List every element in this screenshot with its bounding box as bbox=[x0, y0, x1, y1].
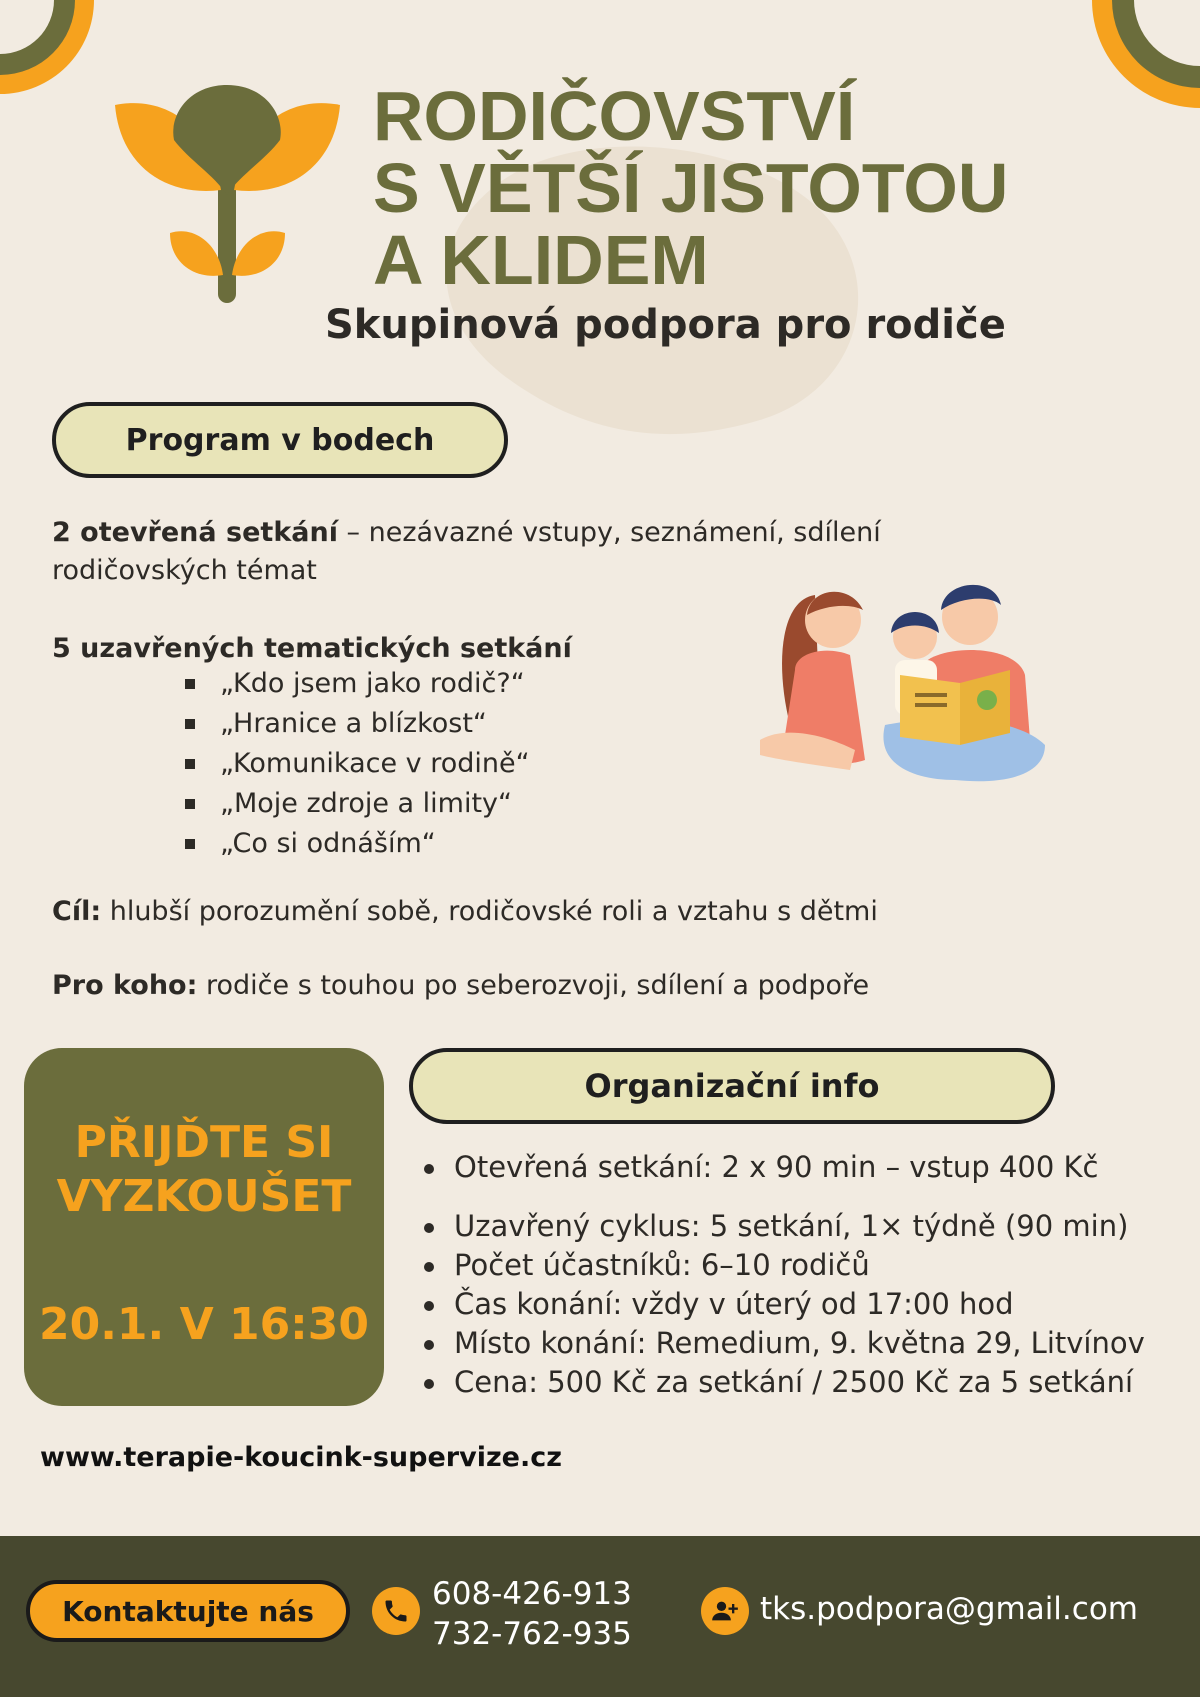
title-line-2: S VĚTŠÍ JISTOTOU bbox=[373, 149, 1009, 227]
cta-text bbox=[24, 1116, 384, 1224]
cta-line-1: PŘIJĎTE SI bbox=[74, 1117, 334, 1168]
list-item: Počet účastníků: 6–10 rodičů bbox=[418, 1246, 1145, 1285]
cta-date: 20.1. V 16:30 bbox=[38, 1299, 370, 1350]
audience-text: rodiče s touhou po seberozvoji, sdílení a podpoře bbox=[197, 970, 870, 1001]
program-heading-pill: Program v bodech bbox=[52, 402, 508, 478]
open-meetings-label: 2 otevřená setkání bbox=[52, 517, 338, 548]
list-item: Otevřená setkání: 2 x 90 min – vstup 400 Kč bbox=[418, 1148, 1145, 1187]
open-meetings-text: – nezávazné vstupy, seznámení, sdílení rodičovských témat bbox=[52, 517, 881, 586]
list-item: Místo konání: Remedium, 9. května 29, Litvínov bbox=[418, 1324, 1145, 1363]
list-item: Uzavřený cyklus: 5 setkání, 1× týdně (90 min) bbox=[418, 1207, 1145, 1246]
user-plus-icon-glyph bbox=[711, 1597, 739, 1625]
website-link[interactable]: www.terapie-koucink-supervize.cz bbox=[40, 1442, 562, 1473]
phone-icon bbox=[372, 1587, 420, 1635]
family-reading-illustration bbox=[755, 575, 1075, 815]
corner-arc-left bbox=[0, 0, 96, 112]
session-list bbox=[180, 664, 530, 864]
cta-line-2: VYZKOUŠET bbox=[56, 1171, 352, 1222]
tulip-logo-icon bbox=[115, 85, 340, 315]
list-item: Čas konání: vždy v úterý od 17:00 hod bbox=[418, 1285, 1145, 1324]
closed-meetings-heading bbox=[52, 630, 572, 668]
organization-info-list bbox=[418, 1148, 1145, 1402]
goal-line bbox=[52, 893, 878, 931]
list-item: „Kdo jsem jako rodič?“ bbox=[180, 664, 530, 704]
audience-line bbox=[52, 967, 869, 1005]
list-item: „Moje zdroje a limity“ bbox=[180, 784, 530, 824]
goal-label: Cíl: bbox=[52, 896, 102, 927]
corner-arc-right bbox=[1070, 0, 1200, 112]
list-item: Cena: 500 Kč za setkání / 2500 Kč za 5 setkání bbox=[418, 1363, 1145, 1402]
phone-number-2[interactable]: 732-762-935 bbox=[432, 1616, 632, 1652]
audience-label: Pro koho: bbox=[52, 970, 198, 1001]
list-item: „Co si odnáším“ bbox=[180, 824, 530, 864]
contact-button[interactable]: Kontaktujte nás bbox=[26, 1580, 350, 1642]
goal-text: hlubší porozumění sobě, rodičovské roli a vztahu s dětmi bbox=[101, 896, 878, 927]
user-plus-icon bbox=[701, 1587, 749, 1635]
title-line-1: RODIČOVSTVÍ bbox=[373, 77, 856, 155]
closed-meetings-label: 5 uzavřených tematických setkání bbox=[52, 633, 572, 664]
list-item: „Komunikace v rodině“ bbox=[180, 744, 530, 784]
phone-number-1[interactable]: 608-426-913 bbox=[432, 1576, 632, 1612]
phone-numbers bbox=[432, 1574, 632, 1654]
subtitle: Skupinová podpora pro rodiče bbox=[325, 302, 1006, 348]
list-item: „Hranice a blízkost“ bbox=[180, 704, 530, 744]
main-title bbox=[373, 77, 1073, 299]
organization-heading-pill: Organizační info bbox=[409, 1048, 1055, 1124]
email-link[interactable]: tks.podpora@gmail.com bbox=[760, 1591, 1138, 1627]
cta-box bbox=[24, 1048, 384, 1406]
phone-icon-glyph bbox=[382, 1597, 410, 1625]
title-line-3: A KLIDEM bbox=[373, 221, 709, 299]
